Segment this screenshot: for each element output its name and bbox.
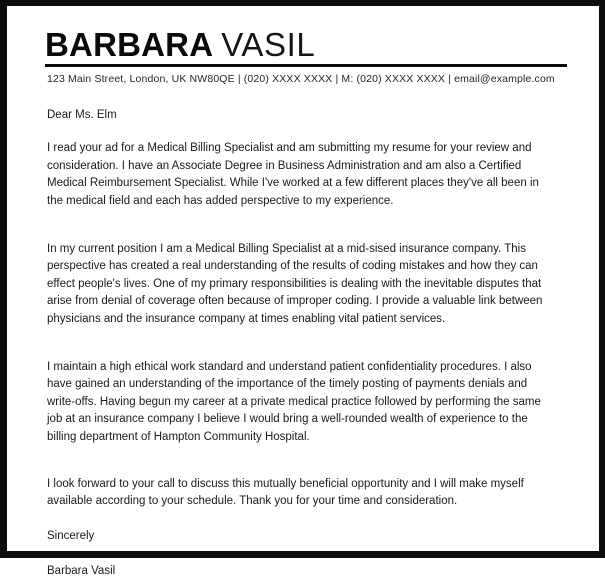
signature-name: Barbara Vasil — [47, 565, 116, 578]
applicant-last-name: VASIL — [221, 26, 316, 63]
letterhead — [45, 28, 559, 86]
applicant-first-name: BARBARA — [45, 26, 214, 63]
paragraph-3: I maintain a high ethical work standard and understand patient confidentiality procedures. I also have gained an understanding of the importance of the timely posting of payments denials and write-offs. Having begun my career at a private medical practice followed by performing the same job at an insurance company I believe I would bring a well-rounded wealth of experience to the billing department of Hampton Community Hospital. — [47, 360, 541, 443]
applicant-name — [45, 28, 559, 61]
paragraph-4: I look forward to your call to discuss this mutually beneficial opportunity and I will make myself available according to your schedule. Thank you for your time and consideration. — [47, 477, 524, 507]
salutation: Dear Ms. Elm — [47, 108, 117, 121]
letter-sheet — [7, 6, 599, 578]
contact-line: 123 Main Street, London, UK NW80QE | (020) XXXX XXXX | M: (020) XXXX XXXX | email@example.com — [47, 73, 555, 85]
closing-salutation: Sincerely — [47, 530, 95, 543]
paragraph-1: I read your ad for a Medical Billing Specialist and am submitting my resume for your review and consideration. I have an Associate Degree in Business Administration and am also a Certified Medical Reimbursement Specialist. While I've worked at a few different places they've all been in the medical field and each has added perspective to my experience. — [47, 142, 539, 208]
paragraph-2: In my current position I am a Medical Billing Specialist at a mid-sised insurance company. This perspective has created a real understanding of the results of coding mistakes and how they can effect people's lives. One of my primary responsibilities is dealing with the inevitable disputes that arise from denial of coverage often because of improper coding. I provide a valuable link between physicians and the insurance company at times enabling vital patient services. — [47, 242, 543, 326]
header-divider — [45, 64, 567, 67]
letter-body — [45, 107, 559, 581]
